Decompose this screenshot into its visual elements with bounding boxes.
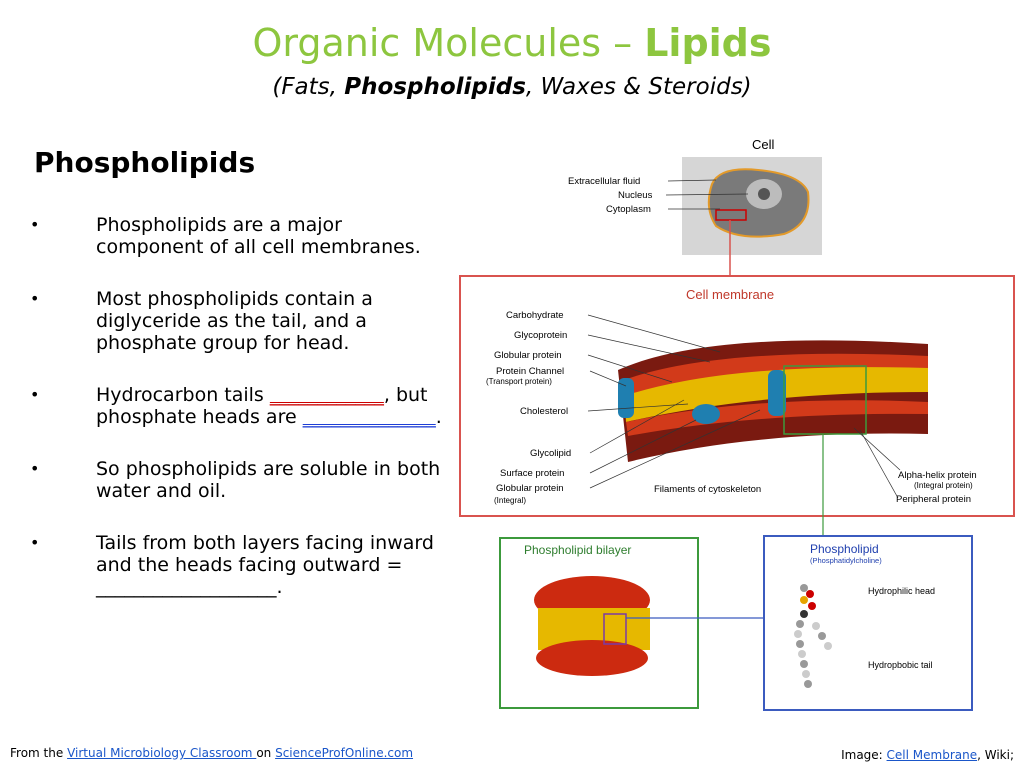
bullet-text: Tails from both layers facing inward and the heads facing outward = bbox=[96, 532, 434, 576]
bullet-dot-icon: • bbox=[30, 215, 40, 234]
bullet-text: Phospholipids are a major component of all cell membranes. bbox=[96, 214, 421, 258]
phospholipid-subtitle: (Phosphatidylcholine) bbox=[810, 556, 882, 565]
bullet-item bbox=[24, 214, 454, 258]
bullet-item bbox=[24, 288, 454, 354]
membrane-label: (Integral protein) bbox=[914, 481, 973, 490]
bullet-list bbox=[24, 214, 454, 628]
footer-text: Image: bbox=[841, 748, 887, 762]
cell-membrane-diagram bbox=[458, 130, 1018, 720]
bullet-text: So phospholipids are soluble in both water and oil. bbox=[96, 458, 441, 502]
title-text: Organic Molecules – bbox=[252, 21, 645, 65]
slide-subtitle bbox=[0, 74, 1024, 100]
membrane-title: Cell membrane bbox=[686, 287, 775, 302]
membrane-label: (Integral) bbox=[494, 496, 527, 505]
membrane-label: Carbohydrate bbox=[506, 310, 564, 321]
bullet-text: . bbox=[435, 406, 442, 428]
image-credit bbox=[841, 748, 1014, 762]
membrane-label: Peripheral protein bbox=[896, 494, 971, 505]
bullet-dot-icon: • bbox=[30, 459, 40, 478]
bullet-dot-icon: • bbox=[30, 289, 40, 308]
bullet-text: . bbox=[276, 576, 283, 598]
bullet-item bbox=[24, 532, 454, 598]
virtual-microbiology-link[interactable]: Virtual Microbiology Classroom bbox=[67, 746, 257, 760]
fill-blank: ___________________ bbox=[96, 576, 277, 598]
membrane-label: Filaments of cytoskeleton bbox=[654, 484, 762, 495]
membrane-label: Globular protein bbox=[494, 350, 562, 361]
footer-text: From the bbox=[10, 746, 68, 760]
bilayer-title: Phospholipid bilayer bbox=[524, 543, 632, 557]
bullet-text: Hydrocarbon tails bbox=[96, 384, 270, 406]
slide-title bbox=[0, 20, 1024, 66]
membrane-label: Cholesterol bbox=[520, 406, 569, 417]
cell-title: Cell bbox=[752, 137, 775, 152]
nucleolus-shape bbox=[758, 188, 770, 200]
phospholipid-title: Phospholipid bbox=[810, 542, 879, 556]
bullet-text: Most phospholipids contain a diglyceride as the tail, and a phosphate group for head. bbox=[96, 288, 373, 354]
subtitle-part: (Fats, bbox=[272, 74, 345, 100]
subtitle-bold: Phospholipids bbox=[344, 74, 526, 100]
footer-text: , Wiki; bbox=[977, 748, 1014, 762]
membrane-label: Glycolipid bbox=[530, 448, 572, 459]
membrane-label: Surface protein bbox=[500, 468, 565, 479]
head-label: Hydrophilic head bbox=[868, 586, 936, 596]
bullet-text: , but phosphate heads are bbox=[96, 384, 428, 428]
cell-label: Nucleus bbox=[618, 190, 653, 201]
scienceprofonline-link[interactable]: ScienceProfOnline.com bbox=[275, 746, 414, 760]
fill-blank: ______________ bbox=[302, 406, 436, 428]
cell-label: Extracellular fluid bbox=[568, 176, 641, 187]
membrane-label: Protein Channel bbox=[496, 366, 565, 377]
subtitle-part: , Waxes & Steroids) bbox=[525, 74, 752, 100]
bullet-item bbox=[24, 458, 454, 502]
bullet-dot-icon: • bbox=[30, 533, 40, 552]
cell-label: Cytoplasm bbox=[606, 204, 651, 215]
membrane-label: (Transport protein) bbox=[486, 377, 552, 386]
section-heading: Phospholipids bbox=[34, 146, 256, 179]
cell-membrane-link[interactable]: Cell Membrane bbox=[886, 748, 978, 762]
footer-text: on bbox=[256, 746, 276, 760]
membrane-label: Glycoprotein bbox=[514, 330, 568, 341]
tail-label: Hydropbobic tail bbox=[868, 660, 933, 670]
bullet-item bbox=[24, 384, 454, 428]
membrane-label: Globular protein bbox=[496, 483, 564, 494]
fill-blank: ____________ bbox=[269, 384, 384, 406]
title-bold-text: Lipids bbox=[644, 21, 772, 65]
bullet-dot-icon: • bbox=[30, 385, 40, 404]
bilayer-bottom bbox=[536, 640, 648, 676]
footer-credit bbox=[10, 746, 413, 760]
globular-protein bbox=[692, 404, 720, 424]
membrane-label: Alpha-helix protein bbox=[898, 470, 977, 481]
